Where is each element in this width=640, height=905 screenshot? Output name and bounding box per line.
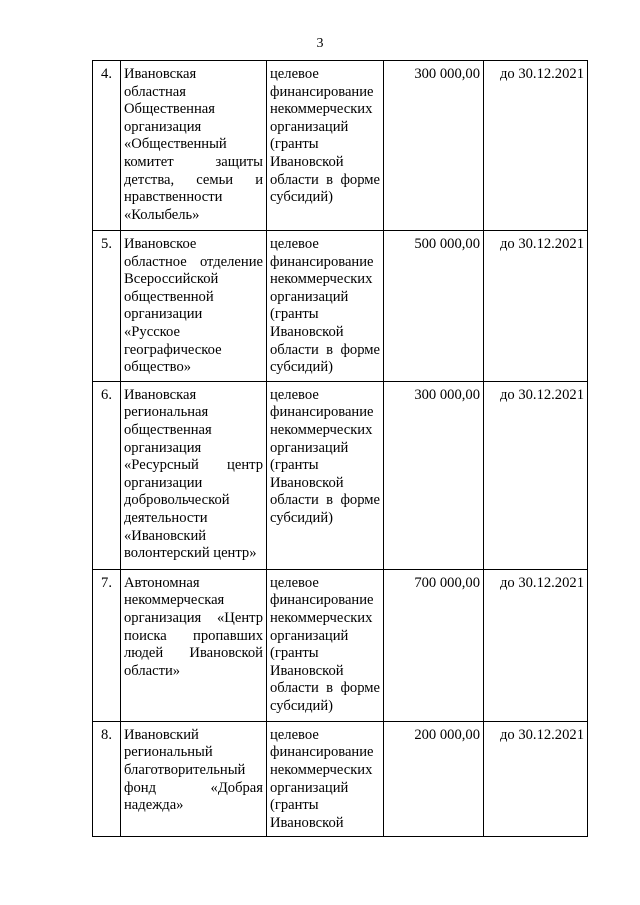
organization-name-line: фонд «Добрая [124,779,263,796]
funding-purpose [267,381,384,569]
organization-name-line: добровольческой [124,492,230,509]
organization-name [121,61,267,231]
organization-name-line: Общественная [124,101,215,118]
organization-name-line: некоммерческая [124,592,225,609]
funding-purpose-line: организаций [270,627,349,644]
page-number: 3 [316,36,324,51]
deadline: до 30.12.2021 [484,569,588,721]
funding-purpose-line: целевое [270,574,319,591]
grant-amount: 500 000,00 [384,231,484,382]
deadline: до 30.12.2021 [484,231,588,382]
funding-purpose-line: финансирование [270,744,374,761]
funding-purpose-line: области в форме [270,680,380,697]
organization-name-line: детства, семьи и [124,171,263,188]
organization-name [121,721,267,837]
funding-purpose-line: некоммерческих [270,101,373,118]
organization-name-line: «Ивановский [124,527,207,544]
organization-name-line: нравственности [124,189,223,206]
funding-purpose-line: Ивановской [270,814,344,831]
funding-purpose-line: организаций [270,779,349,796]
organization-name-line: области» [124,662,181,679]
funding-purpose-line: (гранты [270,797,319,814]
row-number: 8. [93,721,121,837]
organization-name-line: организации [124,474,203,491]
funding-purpose-line: целевое [270,236,319,252]
funding-purpose [267,569,384,721]
grants-table [92,60,588,837]
deadline: до 30.12.2021 [484,61,588,231]
organization-name-line: людей Ивановской [124,645,263,662]
funding-purpose-line: Ивановской [270,474,344,491]
funding-purpose-line: (гранты [270,645,319,662]
organization-name-line: поиска пропавших [124,627,263,644]
organization-name-line: «Русское [124,323,180,340]
funding-purpose-line: целевое [270,386,319,403]
organization-name-line: комитет защиты [124,153,263,170]
funding-purpose-line: субсидий) [270,697,334,714]
organization-name-line: общественная [124,421,212,438]
funding-purpose-line: Ивановской [270,153,344,170]
organization-name-line: Всероссийской [124,271,219,288]
organization-name-line: общество» [124,359,192,376]
funding-purpose-line: финансирование [270,404,374,421]
organization-name-line: региональная [124,404,209,421]
organization-name-line: «Ресурсный центр [124,457,263,474]
table-row [93,569,588,721]
funding-purpose-line: Ивановской [270,662,344,679]
organization-name-line: «Колыбель» [124,206,200,223]
funding-purpose-line: (гранты [270,136,319,153]
organization-name-line: Ивановская [124,66,197,82]
funding-purpose-line: целевое [270,66,319,82]
organization-name-line: деятельности [124,509,208,526]
funding-purpose [267,231,384,382]
funding-purpose-line: финансирование [270,253,374,270]
row-number: 6. [93,381,121,569]
organization-name-line: областное отделение [124,253,263,270]
organization-name-line: организации [124,306,203,323]
organization-name-line: региональный [124,744,213,761]
funding-purpose-line: некоммерческих [270,421,373,438]
funding-purpose-line: некоммерческих [270,761,373,778]
organization-name-line: надежда» [124,797,184,814]
table-row [93,381,588,569]
deadline: до 30.12.2021 [484,381,588,569]
grant-amount: 300 000,00 [384,61,484,231]
funding-purpose-line: финансирование [270,83,374,100]
table-row [93,721,588,837]
organization-name-line: Ивановская [124,386,197,403]
grant-amount: 700 000,00 [384,569,484,721]
funding-purpose-line: организаций [270,439,349,456]
funding-purpose-line: субсидий) [270,189,334,206]
organization-name-line: «Общественный [124,136,227,153]
funding-purpose [267,61,384,231]
row-number: 4. [93,61,121,231]
organization-name-line: географическое [124,341,222,358]
deadline: до 30.12.2021 [484,721,588,837]
funding-purpose-line: субсидий) [270,509,334,526]
grants-table-body [93,61,588,837]
funding-purpose-line: некоммерческих [270,271,373,288]
funding-purpose-line: области в форме [270,171,380,188]
funding-purpose-line: области в форме [270,492,380,509]
organization-name-line: Автономная [124,574,200,591]
organization-name-line: организация [124,118,202,135]
organization-name-line: благотворительный [124,761,246,778]
funding-purpose-line: целевое [270,726,319,743]
funding-purpose [267,721,384,837]
funding-purpose-line: организаций [270,288,349,305]
organization-name-line: Ивановское [124,236,197,252]
organization-name-line: общественной [124,288,214,305]
table-row [93,61,588,231]
organization-name-line: областная [124,83,186,100]
grant-amount: 200 000,00 [384,721,484,837]
organization-name-line: Ивановский [124,726,199,743]
row-number: 7. [93,569,121,721]
funding-purpose-line: Ивановской [270,323,344,340]
organization-name [121,231,267,382]
organization-name-line: волонтерский центр» [124,545,257,562]
funding-purpose-line: области в форме [270,341,380,358]
organization-name-line: организация «Центр [124,609,263,626]
organization-name-line: организация [124,439,202,456]
grant-amount: 300 000,00 [384,381,484,569]
funding-purpose-line: (гранты [270,457,319,474]
organization-name [121,381,267,569]
table-row [93,231,588,382]
funding-purpose-line: (гранты [270,306,319,323]
funding-purpose-line: организаций [270,118,349,135]
funding-purpose-line: субсидий) [270,359,334,376]
funding-purpose-line: финансирование [270,592,374,609]
organization-name [121,569,267,721]
funding-purpose-line: некоммерческих [270,609,373,626]
row-number: 5. [93,231,121,382]
